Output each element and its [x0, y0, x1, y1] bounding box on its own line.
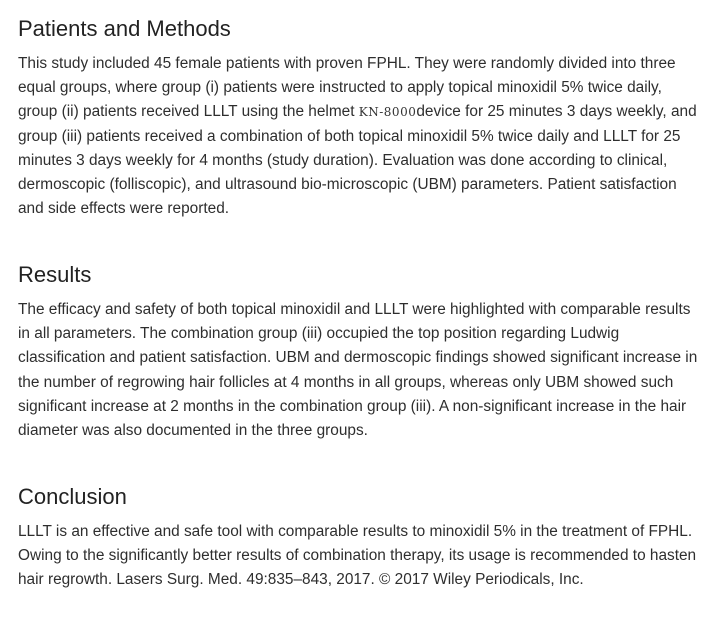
- section-patients-and-methods: [18, 14, 698, 221]
- device-code: KN-8000: [358, 105, 417, 120]
- section-conclusion: [18, 482, 698, 593]
- results-paragraph: The efficacy and safety of both topical minoxidil and LLLT were highlighted with comparable results in all parameters. The combination group (iii) occupied the top position regarding Ludwig classification and patient satisfaction. UBM and dermoscopic findings showed significant increase in the number of regrowing hair follicles at 4 months in all groups, whereas only UBM showed such significant increase at 2 months in the combination group (iii). A non-significant increase in the hair diameter was also documented in the three groups.: [18, 301, 698, 440]
- section-heading-conclusion: Conclusion: [18, 484, 127, 509]
- section-heading-results: Results: [18, 262, 92, 287]
- conclusion-paragraph: LLLT is an effective and safe tool with comparable results to minoxidil 5% in the treatment of FPHL. Owing to the significantly better results of combination therapy, its usage is recommended to hasten hair regrowth. Lasers Surg. Med. 49:835–843, 2017. © 2017 Wiley Periodicals, Inc.: [18, 523, 697, 589]
- methods-paragraph: [18, 52, 698, 221]
- methods-text-part-2: device for 25 minutes 3 days weekly, and group (iii) patients received a combination of both topical minoxidil 5% twice daily and LLLT for 25 minutes 3 days weekly for 4 months (study duration). Evaluation was done according to clinical, dermoscopic (folliscopic), and ultrasound bio-microscopic (UBM) parameters. Patient satisfaction and side effects were reported.: [18, 103, 697, 218]
- section-heading-methods: Patients and Methods: [18, 16, 231, 41]
- section-results: [18, 260, 698, 443]
- methods-text-part-1: This study included 45 female patients with proven FPHL. They were randomly divided into three equal groups, where group (i) patients were instructed to apply topical minoxidil 5% twice daily, group (ii) patients received LLLT using the helmet: [18, 55, 676, 121]
